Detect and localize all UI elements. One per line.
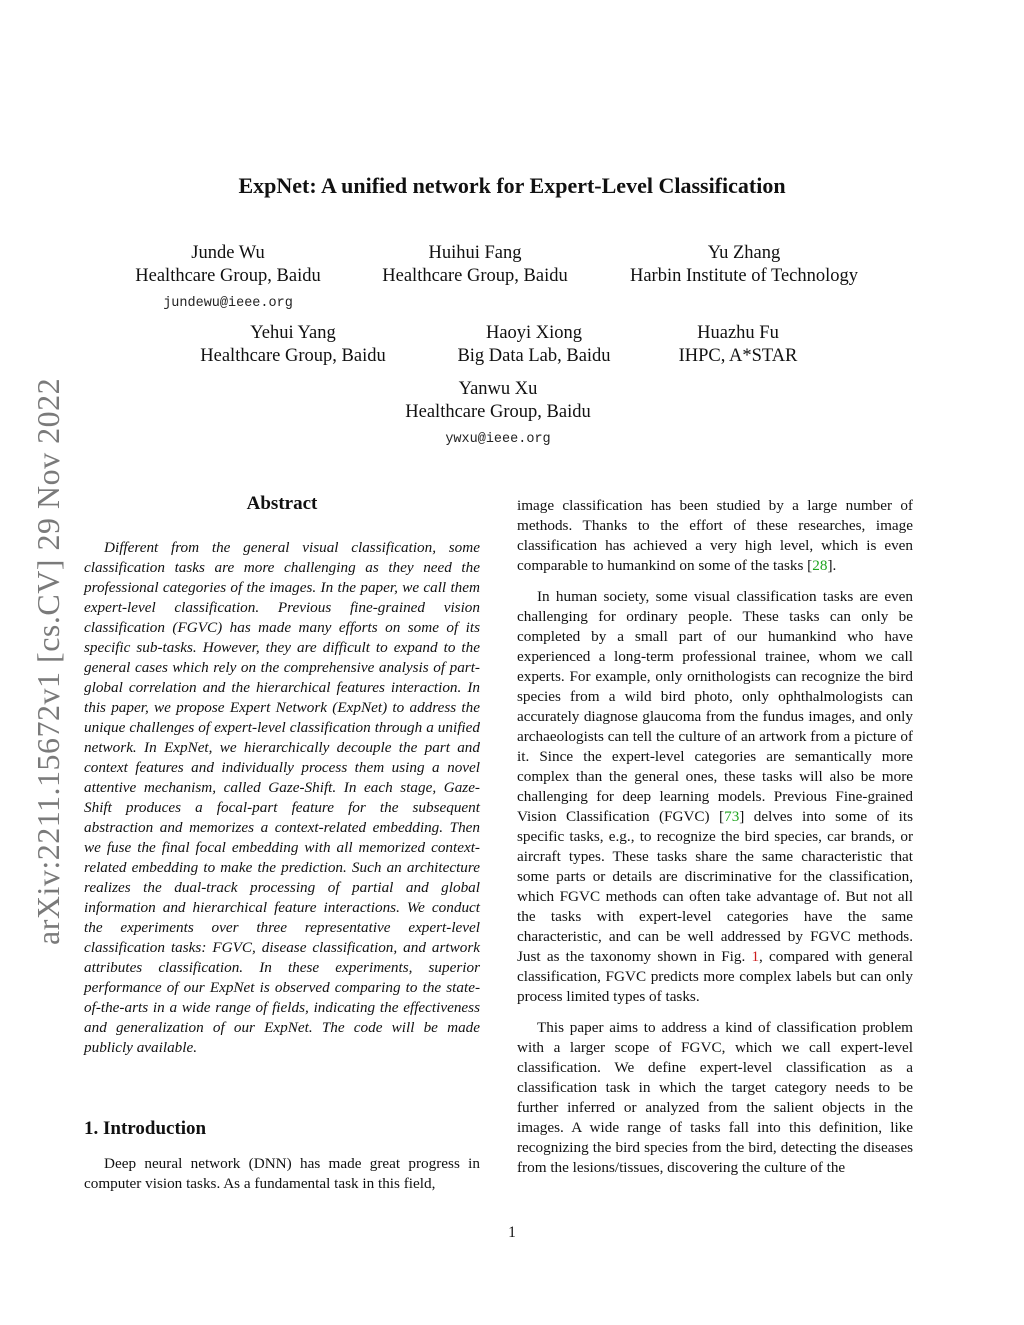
author-block [658, 322, 818, 368]
arxiv-identifier: arXiv:2211.15672v1 [cs.CV] 29 Nov 2022 [30, 377, 66, 945]
author-block [183, 322, 403, 368]
author-affiliation: Healthcare Group, Baidu [405, 402, 591, 422]
author-name: Yu Zhang [707, 243, 781, 263]
paragraph-text: ]. [827, 557, 837, 574]
intro-paragraph: This paper aims to address a kind of classification problem with a larger scope of FGVC, which we call expert-level classification. We define expert-level classification as a classification task in which the target category needs to be further inferred or analyzed from the salient objects in the images. A wide range of tasks fall into this definition, like recognizing the bird species from the bird, detecting the diseases from the lesions/tissues, discovering the culture of the [517, 1019, 913, 1176]
abstract-text: Different from the general visual classification, some classification tasks are more challenging as they need the professional categories of the images. In the paper, we call them expert-level classification. Previous fine-grained vision classification (FGVC) has made many efforts on some of its specific sub-tasks. However, they are difficult to expand to the general cases which rely on the comprehensive analysis of part-global correlation and the hierarchical features interaction. In this paper, we propose Expert Network (ExpNet) to address the unique challenges of expert-level classification through a unified network. In ExpNet, we hierarchically decouple the part and context features and individually process them using a novel attentive mechanism, called Gaze-Shift. In each stage, Gaze-Shift produces a focal-part feature for the subsequent abstraction and memorizes a context-related embedding. Then we fuse the final focal embedding with all memorized context-related embedding to make the prediction. Such an architecture realizes the dual-track processing of partial and global information and hierarchical feature interactions. We conduct the experiments over three representative expert-level classification tasks: FGVC, disease classification, and artwork attributes classification. In these experiments, superior performance of our ExpNet is observed comparing to the state-of-the-arts in a wide range of fields, indicating the effectiveness and generalization of our ExpNet. The code will be made publicly available. [84, 539, 480, 1056]
right-column [517, 496, 913, 1189]
author-name: Haoyi Xiong [485, 323, 583, 343]
author-affiliation: Harbin Institute of Technology [629, 266, 859, 286]
abstract-heading: Abstract [246, 493, 318, 514]
intro-paragraph [517, 587, 913, 1007]
author-affiliation: Healthcare Group, Baidu [200, 346, 386, 366]
author-affiliation: IHPC, A*STAR [678, 346, 798, 366]
author-affiliation: Healthcare Group, Baidu [135, 266, 321, 286]
author-name: Huazhu Fu [697, 323, 779, 343]
paragraph-text: , compared with general classification, FGVC predicts more complex labels but can only process limited types of tasks. [517, 948, 913, 1005]
author-block [378, 378, 618, 451]
author-block [434, 322, 634, 368]
citation-link[interactable]: 28 [812, 557, 828, 574]
author-affiliation: Healthcare Group, Baidu [382, 266, 568, 286]
author-affiliation: Big Data Lab, Baidu [457, 346, 611, 366]
author-block [365, 242, 585, 288]
author-name: Junde Wu [191, 243, 265, 263]
author-name: Huihui Fang [428, 243, 522, 263]
page-number: 1 [508, 1224, 516, 1241]
intro-paragraph-continued [517, 496, 913, 576]
author-email[interactable]: jundewu@ieee.org [163, 296, 293, 311]
author-name: Yanwu Xu [458, 379, 538, 399]
citation-link[interactable]: 73 [724, 808, 740, 825]
paragraph-text: In human society, some visual classification tasks are even challenging for ordinary people. These tasks can only be completed by a small part of our humankind who have experienced a long-term professional trainee, whom we call experts. For example, only ornithologists can recognize the bird species from a wild bird photo, only ophthalmologists can accurately diagnose glaucoma from the fundus images, and only archaeologists can tell the culture of an artwork from a picture of it. Since the expert-level categories are semantically more complex than the general ones, these tasks will also be more challenging for deep learning models. Previous Fine-grained Vision Classification (FGVC) [ [517, 588, 913, 825]
paragraph-text: image classification has been studied by a large number of methods. Thanks to the effort of these researches, image classification has achieved a very high level, which is even comparable to humankind on some of the tasks [ [517, 497, 913, 574]
paragraph-text: ] delves into some of its specific tasks, e.g., to recognize the bird species, car brands, or aircraft types. These tasks share the same characteristic that some parts or details are discriminative for the classification, which FGVC methods can often take advantage of. But not all the tasks with expert-level categories have the same characteristic, and can be well addressed by FGVC methods. Just as the taxonomy shown in Fig. [517, 808, 914, 965]
figure-reference-link[interactable]: 1 [751, 948, 760, 965]
section-heading-introduction: 1. Introduction [84, 1118, 207, 1139]
paper-title: ExpNet: A unified network for Expert-Level Classification [238, 173, 786, 198]
intro-paragraph: Deep neural network (DNN) has made great progress in computer vision tasks. As a fundamental task in this field, [84, 1155, 480, 1192]
author-block [608, 242, 880, 288]
author-block [118, 242, 338, 315]
author-email[interactable]: ywxu@ieee.org [445, 432, 551, 447]
author-name: Yehui Yang [250, 323, 336, 343]
